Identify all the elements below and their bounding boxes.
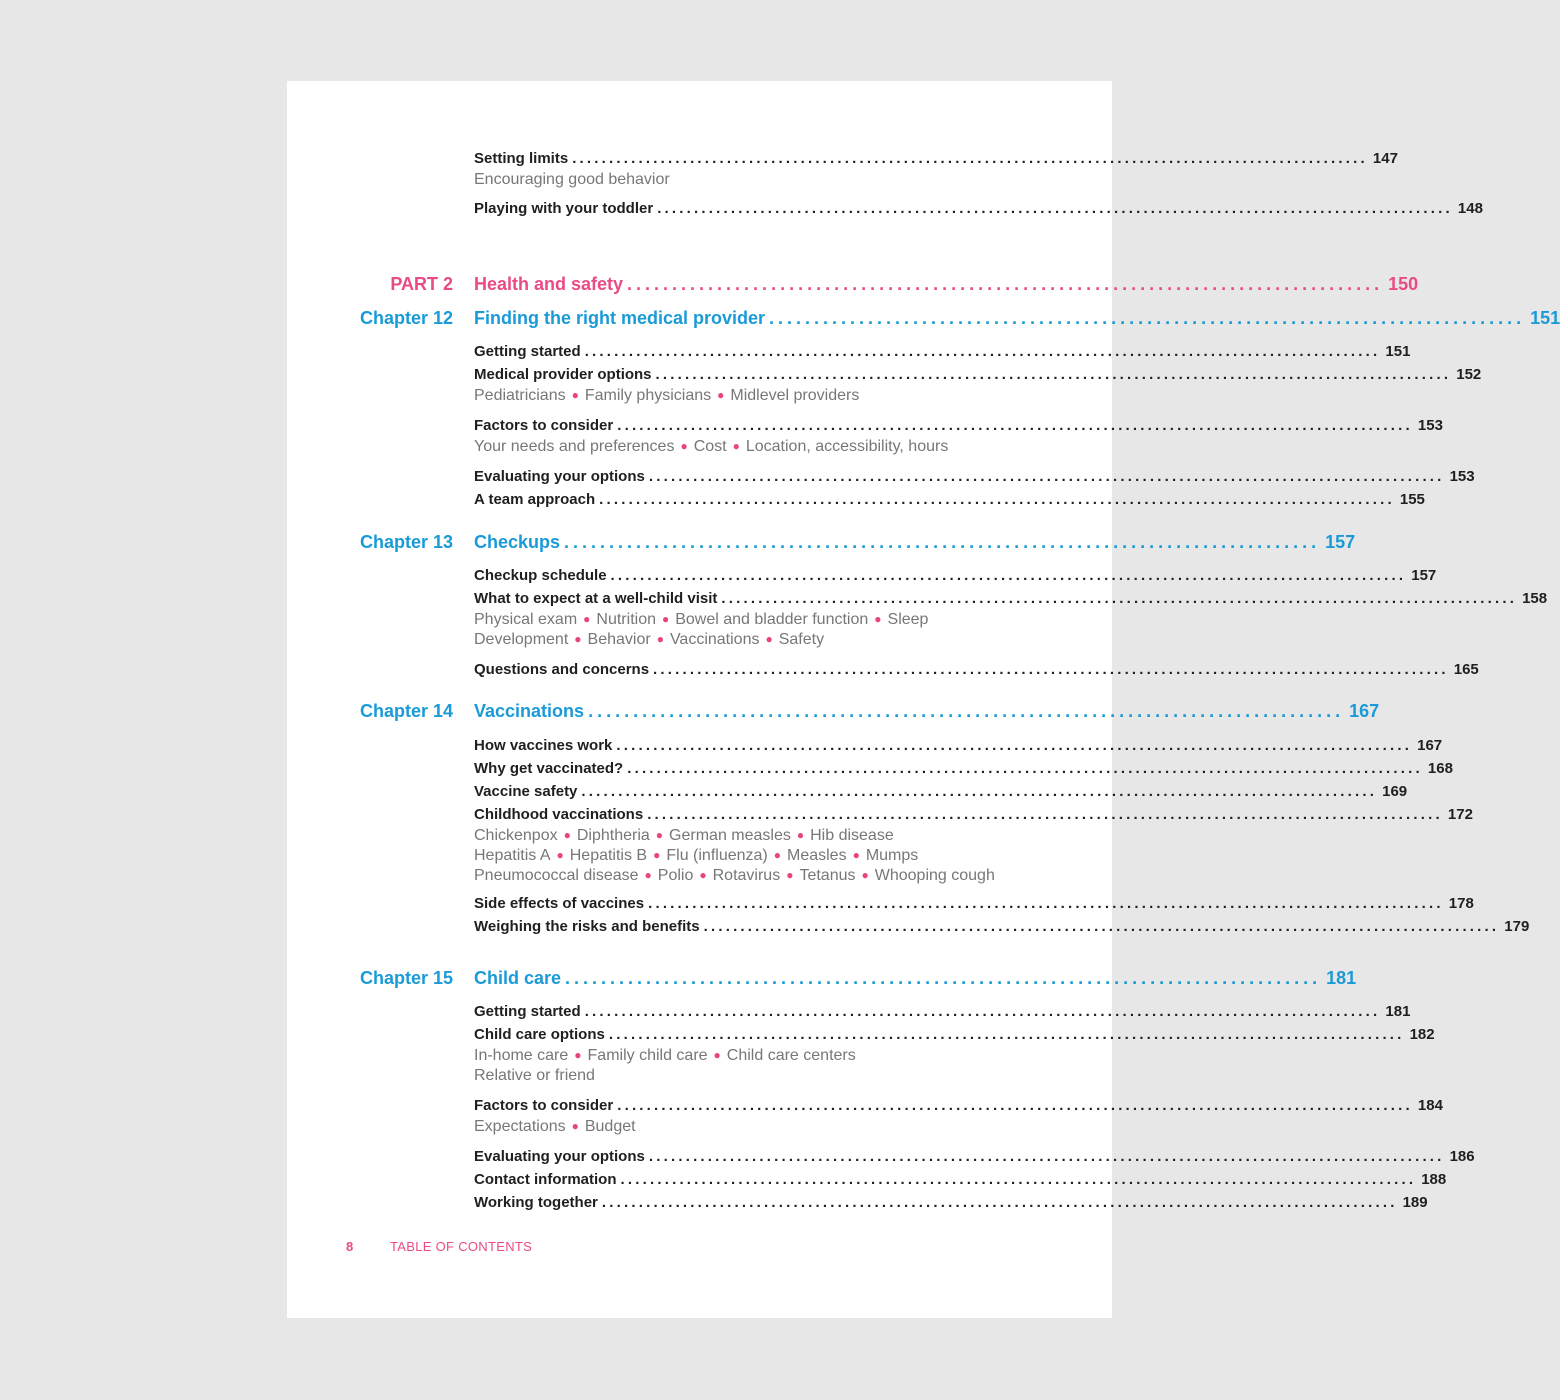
entry-page: 148 xyxy=(1457,200,1483,217)
footer-title: TABLE OF CONTENTS xyxy=(390,1239,533,1254)
entry-title: Weighing the risks and benefits xyxy=(474,918,700,935)
chapter-title: Finding the right medical provider xyxy=(474,308,766,328)
toc-entry xyxy=(474,780,1408,803)
bullet-icon: ● xyxy=(644,868,652,882)
chapter-label: Chapter 15 xyxy=(359,968,453,988)
toc-entry xyxy=(474,363,1482,406)
leader-dots: ............................................................................................................ xyxy=(648,895,1444,912)
entry-title: Evaluating your options xyxy=(474,468,645,485)
entry-title: Medical provider options xyxy=(474,366,652,383)
chapter-title: Child care xyxy=(474,968,562,988)
entry-subtopics: Your needs and preferences ● Cost ● Location, accessibility, hours xyxy=(474,438,949,455)
bullet-icon: ● xyxy=(574,1048,582,1062)
toc-entry xyxy=(474,1094,1443,1137)
entry-title: Checkup schedule xyxy=(474,567,607,584)
leader-dots: ............................................................................................................ xyxy=(581,783,1378,800)
leader-dots: ............................................................................................................ xyxy=(608,1026,1405,1043)
toc-entry xyxy=(474,465,1475,488)
part-title-entry xyxy=(474,271,1419,297)
bullet-icon: ● xyxy=(699,868,707,882)
toc-entry xyxy=(474,1191,1428,1214)
entry-subtopics: Physical exam ● Nutrition ● Bowel and bladder function ● Sleep xyxy=(474,611,929,628)
footer-page-number: 8 xyxy=(346,1239,354,1254)
bullet-icon: ● xyxy=(717,388,725,402)
bullet-icon: ● xyxy=(656,632,664,646)
leader-dots: .................................................................................... xyxy=(627,274,1384,294)
entry-page: 158 xyxy=(1522,590,1548,607)
toc-entry xyxy=(474,1000,1411,1023)
entry-page: 153 xyxy=(1417,417,1443,434)
leader-dots: ............................................................................................................ xyxy=(572,150,1368,167)
chapter-label: Chapter 14 xyxy=(359,701,453,721)
entry-subtopics: Chickenpox ● Diphtheria ● German measles ● Hib disease xyxy=(474,827,894,844)
leader-dots: .................................................................................... xyxy=(588,701,1345,721)
entry-page: 153 xyxy=(1449,468,1475,485)
leader-dots: .................................................................................... xyxy=(565,968,1322,988)
entry-title: Factors to consider xyxy=(474,417,614,434)
chapter-title-entry xyxy=(474,965,1357,991)
leader-dots: ............................................................................................................ xyxy=(601,1194,1398,1211)
toc-entry xyxy=(474,757,1453,780)
entry-title: Playing with your toddler xyxy=(474,200,654,217)
entry-page: 168 xyxy=(1427,760,1453,777)
leader-dots: ............................................................................................................ xyxy=(584,343,1381,360)
toc-entry xyxy=(474,414,1443,457)
leader-dots: .................................................................................... xyxy=(769,308,1526,328)
leader-dots: ............................................................................................................ xyxy=(703,918,1500,935)
entry-title: How vaccines work xyxy=(474,737,613,754)
bullet-icon: ● xyxy=(574,632,582,646)
bullet-icon: ● xyxy=(680,439,688,453)
entry-subtopics: Pneumococcal disease ● Polio ● Rotavirus ● Tetanus ● Whooping cough xyxy=(474,867,995,884)
leader-dots: ............................................................................................................ xyxy=(599,491,1395,508)
entry-subtopics: Expectations ● Budget xyxy=(474,1118,636,1135)
entry-page: 152 xyxy=(1456,366,1482,383)
part-page: 150 xyxy=(1388,274,1419,294)
bullet-icon: ● xyxy=(655,828,664,842)
leader-dots: ............................................................................................................ xyxy=(655,366,1452,383)
bullet-icon: ● xyxy=(773,848,781,862)
leader-dots: .................................................................................... xyxy=(564,532,1321,552)
bullet-icon: ● xyxy=(732,439,740,453)
entry-title: Getting started xyxy=(474,1003,581,1020)
toc-entry xyxy=(474,803,1473,886)
leader-dots: ............................................................................................................ xyxy=(617,1097,1413,1114)
leader-dots: ............................................................................................................ xyxy=(616,737,1413,754)
leader-dots: ............................................................................................................ xyxy=(648,1148,1445,1165)
entry-title: Evaluating your options xyxy=(474,1148,645,1165)
entry-title: Getting started xyxy=(474,343,581,360)
entry-subtopics: Pediatricians ● Family physicians ● Midlevel providers xyxy=(474,387,860,404)
entry-subtopics: Hepatitis A ● Hepatitis B ● Flu (influenza) ● Measles ● Mumps xyxy=(474,847,919,864)
entry-page: 182 xyxy=(1409,1026,1435,1043)
entry-title: Setting limits xyxy=(474,150,569,167)
entry-page: 184 xyxy=(1417,1097,1443,1114)
bullet-icon: ● xyxy=(713,1048,721,1062)
entry-subtopics: In-home care ● Family child care ● Child care centers xyxy=(474,1047,856,1064)
bullet-icon: ● xyxy=(556,848,564,862)
entry-page: 165 xyxy=(1453,661,1479,678)
leader-dots: ............................................................................................................ xyxy=(647,806,1443,823)
entry-page: 172 xyxy=(1447,806,1473,823)
bullet-icon: ● xyxy=(861,868,869,882)
bullet-icon: ● xyxy=(571,1119,579,1133)
bullet-icon: ● xyxy=(653,848,661,862)
chapter-title-entry xyxy=(474,305,1560,331)
bullet-icon: ● xyxy=(765,632,773,646)
entry-subtopics: Encouraging good behavior xyxy=(474,171,670,188)
entry-subtopics: Development ● Behavior ● Vaccinations ● Safety xyxy=(474,631,825,648)
entry-page: 178 xyxy=(1448,895,1474,912)
chapter-title: Vaccinations xyxy=(474,701,585,721)
chapter-label: Chapter 13 xyxy=(359,532,453,552)
toc-entry xyxy=(474,1023,1435,1086)
toc-entry xyxy=(474,1168,1447,1191)
bullet-icon: ● xyxy=(852,848,860,862)
entry-page: 179 xyxy=(1504,918,1530,935)
entry-title: What to expect at a well-child visit xyxy=(474,590,718,607)
entry-title: Contact information xyxy=(474,1171,617,1188)
entry-page: 147 xyxy=(1372,150,1398,167)
toc-entry-playing xyxy=(474,197,1483,220)
entry-page: 155 xyxy=(1399,491,1425,508)
chapter-page: 181 xyxy=(1326,968,1357,988)
toc-entry-setting-limits xyxy=(474,147,1398,190)
entry-page: 151 xyxy=(1385,343,1411,360)
chapter-title: Checkups xyxy=(474,532,561,552)
toc-entry xyxy=(474,915,1530,938)
part-title: Health and safety xyxy=(474,274,624,294)
leader-dots: ............................................................................................................ xyxy=(657,200,1453,217)
entry-title: Why get vaccinated? xyxy=(474,760,624,777)
entry-page: 189 xyxy=(1402,1194,1428,1211)
leader-dots: ............................................................................................................ xyxy=(721,590,1518,607)
bullet-icon: ● xyxy=(786,868,794,882)
chapter-page: 151 xyxy=(1530,308,1560,328)
part-label: PART 2 xyxy=(390,274,453,294)
bullet-icon: ● xyxy=(563,828,571,842)
entry-page: 188 xyxy=(1421,1171,1447,1188)
leader-dots: ............................................................................................................ xyxy=(610,567,1407,584)
entry-page: 169 xyxy=(1382,783,1408,800)
entry-title: Childhood vaccinations xyxy=(474,806,644,823)
toc-entry xyxy=(474,564,1437,587)
toc-entry xyxy=(474,1145,1475,1168)
toc-entry xyxy=(474,587,1548,650)
bullet-icon: ● xyxy=(583,612,591,626)
toc-entry xyxy=(474,734,1443,757)
toc-entry xyxy=(474,658,1479,681)
leader-dots: ............................................................................................................ xyxy=(617,417,1413,434)
entry-page: 157 xyxy=(1411,567,1437,584)
bullet-icon: ● xyxy=(661,612,670,626)
chapter-page: 157 xyxy=(1325,532,1356,552)
entry-title: Side effects of vaccines xyxy=(474,895,645,912)
entry-page: 186 xyxy=(1449,1148,1475,1165)
entry-page: 181 xyxy=(1385,1003,1411,1020)
bullet-icon: ● xyxy=(874,612,882,626)
toc-entry xyxy=(474,892,1474,915)
toc-entry xyxy=(474,340,1411,363)
leader-dots: ............................................................................................................ xyxy=(584,1003,1381,1020)
toc-entry xyxy=(474,488,1425,511)
entry-title: Factors to consider xyxy=(474,1097,614,1114)
book-page xyxy=(287,81,1560,1318)
entry-title: A team approach xyxy=(474,491,596,508)
entry-title: Questions and concerns xyxy=(474,661,650,678)
leader-dots: ............................................................................................................ xyxy=(627,760,1423,777)
chapter-title-entry xyxy=(474,529,1356,555)
entry-title: Vaccine safety xyxy=(474,783,578,800)
chapter-page: 167 xyxy=(1349,701,1380,721)
leader-dots: ............................................................................................................ xyxy=(620,1171,1417,1188)
chapter-title-entry xyxy=(474,698,1380,724)
leader-dots: ............................................................................................................ xyxy=(653,661,1449,678)
entry-title: Working together xyxy=(474,1194,598,1211)
bullet-icon: ● xyxy=(796,828,805,842)
chapter-label: Chapter 12 xyxy=(359,308,453,328)
entry-page: 167 xyxy=(1417,737,1443,754)
entry-title: Child care options xyxy=(474,1026,605,1043)
entry-subtopics: Relative or friend xyxy=(474,1067,595,1084)
leader-dots: ............................................................................................................ xyxy=(648,468,1445,485)
bullet-icon: ● xyxy=(571,388,579,402)
